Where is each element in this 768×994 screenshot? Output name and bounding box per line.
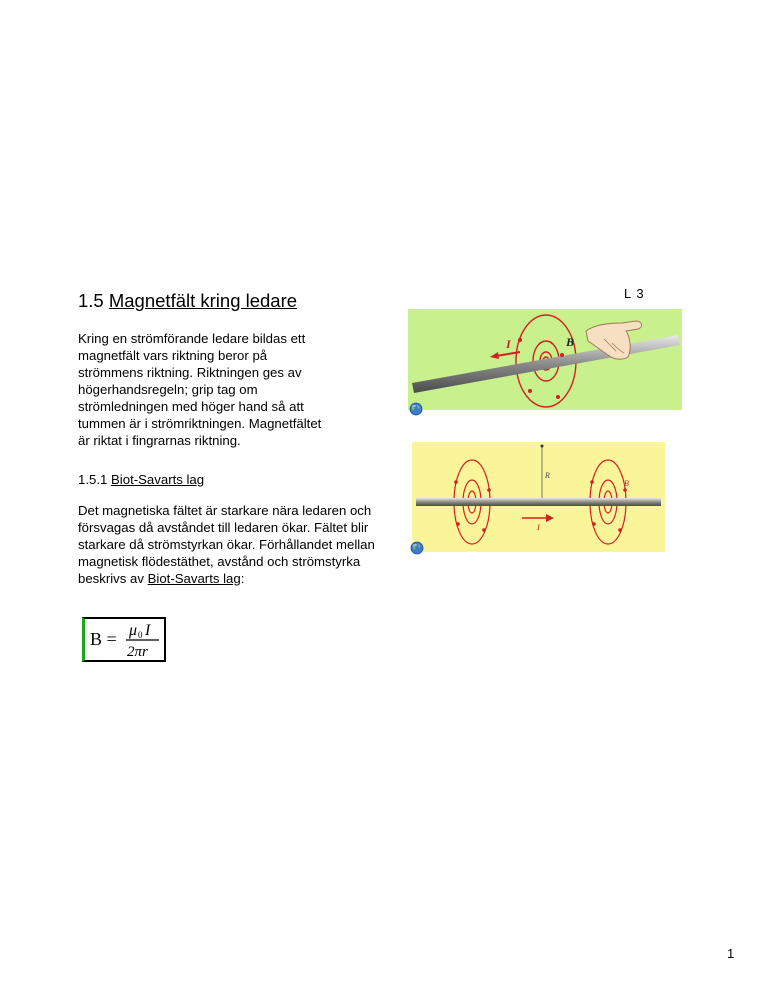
figure1-field-label: B bbox=[566, 335, 575, 349]
subsection-number: 1.5.1 bbox=[78, 472, 108, 487]
page-number: 1 bbox=[727, 946, 735, 961]
formula-numerator-subscript: 0 bbox=[138, 630, 143, 640]
subsection-title-text: Biot-Savarts lag bbox=[111, 472, 205, 487]
formula-numerator-symbol: μ bbox=[129, 622, 138, 639]
subsection-title bbox=[78, 472, 204, 487]
biot-savart-text: Det magnetiska fältet är starkare nära ledaren och försvagas då avståndet till ledaren ökar. Fältet blir starkare då strömstyrkan ökar. Förhållandet mellan magnetisk flödestäthet, avstånd och strömstyrka beskrivs av bbox=[78, 503, 375, 586]
figure2-field-label: B bbox=[624, 479, 629, 488]
figure2-radius-label: R bbox=[545, 471, 550, 480]
formula-numerator-var: I bbox=[145, 622, 151, 639]
globe-icon[interactable] bbox=[410, 541, 424, 555]
formula-denominator: 2πr bbox=[127, 644, 148, 660]
section-title bbox=[78, 290, 297, 312]
figure2-radius-point bbox=[541, 445, 544, 448]
figure2-current-label: I bbox=[537, 523, 540, 532]
globe-icon[interactable] bbox=[409, 402, 423, 416]
section-title-text: Magnetfält kring ledare bbox=[108, 290, 298, 311]
figure2-background bbox=[412, 442, 665, 552]
biot-savart-formula bbox=[82, 617, 166, 662]
figure2-conductor bbox=[416, 498, 661, 506]
right-hand-rule-figure bbox=[408, 309, 682, 410]
section-number: 1.5 bbox=[78, 290, 104, 311]
formula-lhs: B = bbox=[90, 629, 117, 649]
biot-savart-colon: : bbox=[240, 571, 245, 586]
biot-savart-paragraph bbox=[78, 502, 408, 587]
conductor-field-figure bbox=[412, 442, 665, 552]
intro-paragraph: Kring en strömförande ledare bildas ett magnetfält vars riktning beror på strömmens riktning. Riktningen ges av högerhandsregeln; grip tag om strömledningen med höger hand så att tummen är i strömriktningen. Magnetfältet är riktat i fingrarnas riktning. bbox=[78, 331, 322, 448]
biot-savart-link[interactable]: Biot-Savarts lag bbox=[147, 571, 241, 586]
figure1-current-label: I bbox=[506, 337, 511, 351]
lecture-tag: L 3 bbox=[624, 286, 645, 301]
